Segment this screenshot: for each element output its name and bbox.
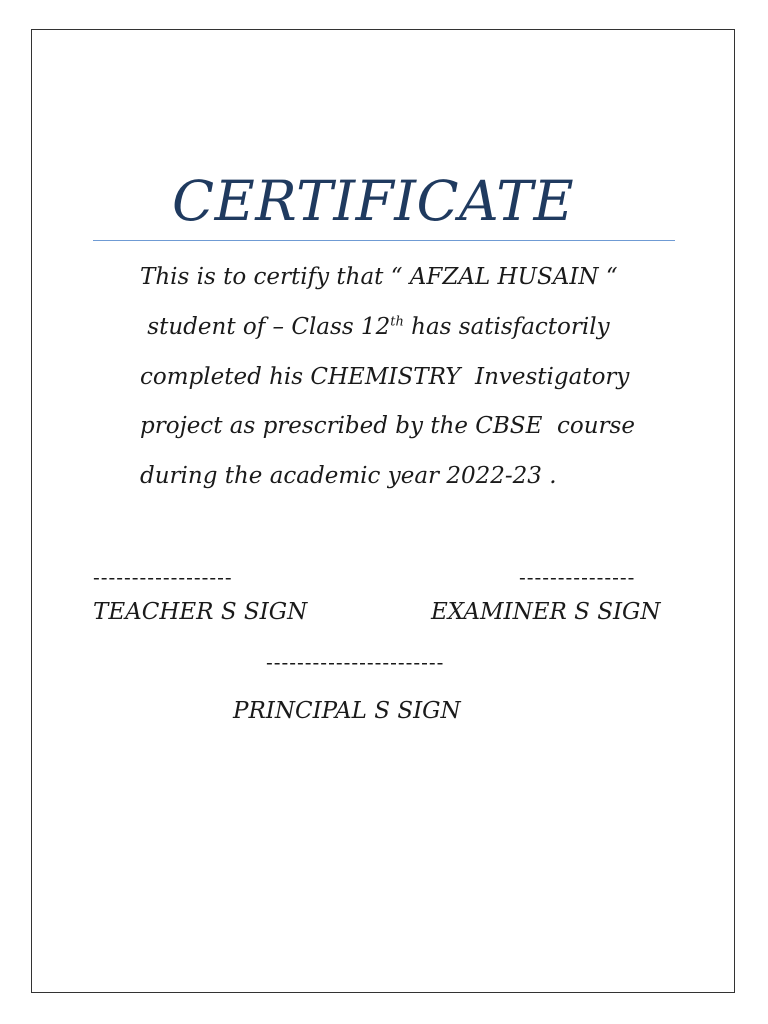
certificate-title: CERTIFICATE: [172, 169, 575, 233]
teacher-sign-line: ------------------: [93, 565, 233, 589]
certificate-body-line-3: completed his CHEMISTRY Investigatory: [140, 364, 630, 390]
ordinal-suffix: th: [390, 314, 404, 330]
certificate-body-line-2: [140, 312, 610, 342]
body-line-2-start: student of – Class 12: [140, 314, 391, 340]
certificate-body-line-1: This is to certify that “ AFZAL HUSAIN “: [140, 264, 618, 290]
examiner-sign-label: EXAMINER S SIGN: [431, 599, 661, 625]
certificate-body-line-4: project as prescribed by the CBSE course: [140, 413, 635, 439]
principal-sign-label: PRINCIPAL S SIGN: [233, 698, 461, 724]
examiner-sign-line: ---------------: [519, 565, 636, 589]
certificate-body-line-5: during the academic year 2022-23 .: [140, 463, 557, 489]
title-divider: [93, 240, 675, 241]
principal-sign-line: -----------------------: [266, 650, 445, 674]
teacher-sign-label: TEACHER S SIGN: [93, 599, 308, 625]
body-line-2-end: has satisfactorily: [403, 314, 610, 340]
